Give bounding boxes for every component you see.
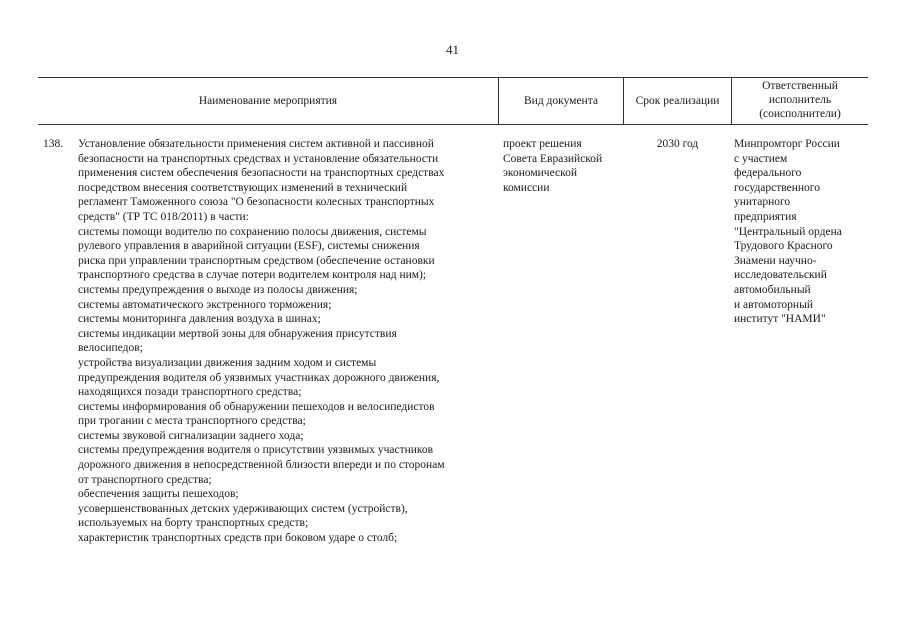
responsible-line: Знамени научно- xyxy=(734,254,817,267)
action-line: риска при управлении транспортным средством (обеспечение остановки xyxy=(78,254,435,267)
document-type-line: проект решения xyxy=(503,138,582,150)
action-line: велосипедов; xyxy=(78,342,143,355)
header-responsible-line: (соисполнители) xyxy=(759,108,841,120)
document-type-line: экономической xyxy=(503,167,577,180)
action-line: обеспечения защиты пешеходов; xyxy=(78,488,239,501)
action-line: системы индикации мертвой зоны для обнаружения присутствия xyxy=(78,327,397,340)
row-number: 138. xyxy=(43,138,64,150)
action-line: системы предупреждения водителя о присутствии уязвимых участников xyxy=(78,444,434,457)
document-type-line: Совета Евразийской xyxy=(503,152,603,165)
action-line: Установление обязательности применения систем активной и пассивной xyxy=(78,138,434,150)
page-number: 41 xyxy=(446,42,459,57)
action-line: посредством внесения соответствующих изменений в технический xyxy=(78,181,408,194)
action-line: находящихся позади транспортного средства; xyxy=(78,386,302,399)
action-line: дорожного движения в непосредственной близости впереди и по сторонам xyxy=(78,459,445,472)
header-name: Наименование мероприятия xyxy=(198,95,338,107)
header-responsible-line: Ответственный xyxy=(762,80,838,92)
action-line: устройства визуализации движения задним ходом и системы xyxy=(78,356,377,369)
term: 2030 год xyxy=(656,138,699,150)
responsible-line: унитарного xyxy=(734,196,791,209)
table-header-rule xyxy=(38,124,868,125)
responsible-line: автомобильный xyxy=(734,283,811,296)
action-line: рулевого управления в аварийной ситуации (ESF), системы снижения xyxy=(78,240,420,253)
document-type-line: комиссии xyxy=(503,181,550,194)
action-line: применения систем обеспечения безопасности на транспортных средствах xyxy=(78,167,445,180)
action-line: системы автоматического экстренного торможения; xyxy=(78,298,332,311)
action-line: регламент Таможенного союза "О безопасности колесных транспортных xyxy=(78,196,435,209)
responsible-line: институт "НАМИ" xyxy=(734,313,826,326)
action-line: используемых на борту транспортных средств; xyxy=(78,517,309,530)
responsible-line: предприятия xyxy=(734,210,797,223)
action-line: от транспортного средства; xyxy=(78,473,212,486)
responsible-line: "Центральный ордена xyxy=(734,225,842,238)
action-line: системы предупреждения о выходе из полосы движения; xyxy=(78,283,358,296)
action-line: транспортного средства в случае потери водителем контроля над ним); xyxy=(78,269,427,282)
responsible-line: исследовательский xyxy=(734,269,827,282)
responsible-executor xyxy=(734,137,866,327)
action-description xyxy=(78,137,496,546)
responsible-line: федерального xyxy=(734,167,802,180)
responsible-line: и автомоторный xyxy=(734,298,813,311)
table-top-rule xyxy=(38,77,868,78)
action-line: системы информирования об обнаружении пешеходов и велосипедистов xyxy=(78,400,435,413)
action-line: системы помощи водителю по сохранению полосы движения, системы xyxy=(78,225,427,238)
responsible-line: Минпромторг России xyxy=(734,138,840,150)
action-line: безопасности на транспортных средствах и установление обязательности xyxy=(78,152,439,165)
action-line: при трогании с места транспортного средства; xyxy=(78,415,306,428)
header-doc-type: Вид документа xyxy=(524,95,598,107)
action-line: системы мониторинга давления воздуха в шинах; xyxy=(78,313,321,326)
document-type xyxy=(503,137,621,195)
action-line: системы звуковой сигнализации заднего хода; xyxy=(78,429,304,442)
action-line: предупреждения водителя об уязвимых участниках дорожного движения, xyxy=(78,371,440,384)
responsible-line: Трудового Красного xyxy=(734,240,833,253)
header-term: Срок реализации xyxy=(635,95,720,107)
header-responsible xyxy=(732,79,868,121)
responsible-line: государственного xyxy=(734,181,820,194)
action-line: усовершенствованных детских удерживающих систем (устройств), xyxy=(78,502,408,515)
header-responsible-line: исполнитель xyxy=(768,94,832,106)
action-line: характеристик транспортных средств при боковом ударе о столб; xyxy=(78,532,398,545)
action-line: средств" (ТР ТС 018/2011) в части: xyxy=(78,210,249,223)
responsible-line: с участием xyxy=(734,152,788,165)
